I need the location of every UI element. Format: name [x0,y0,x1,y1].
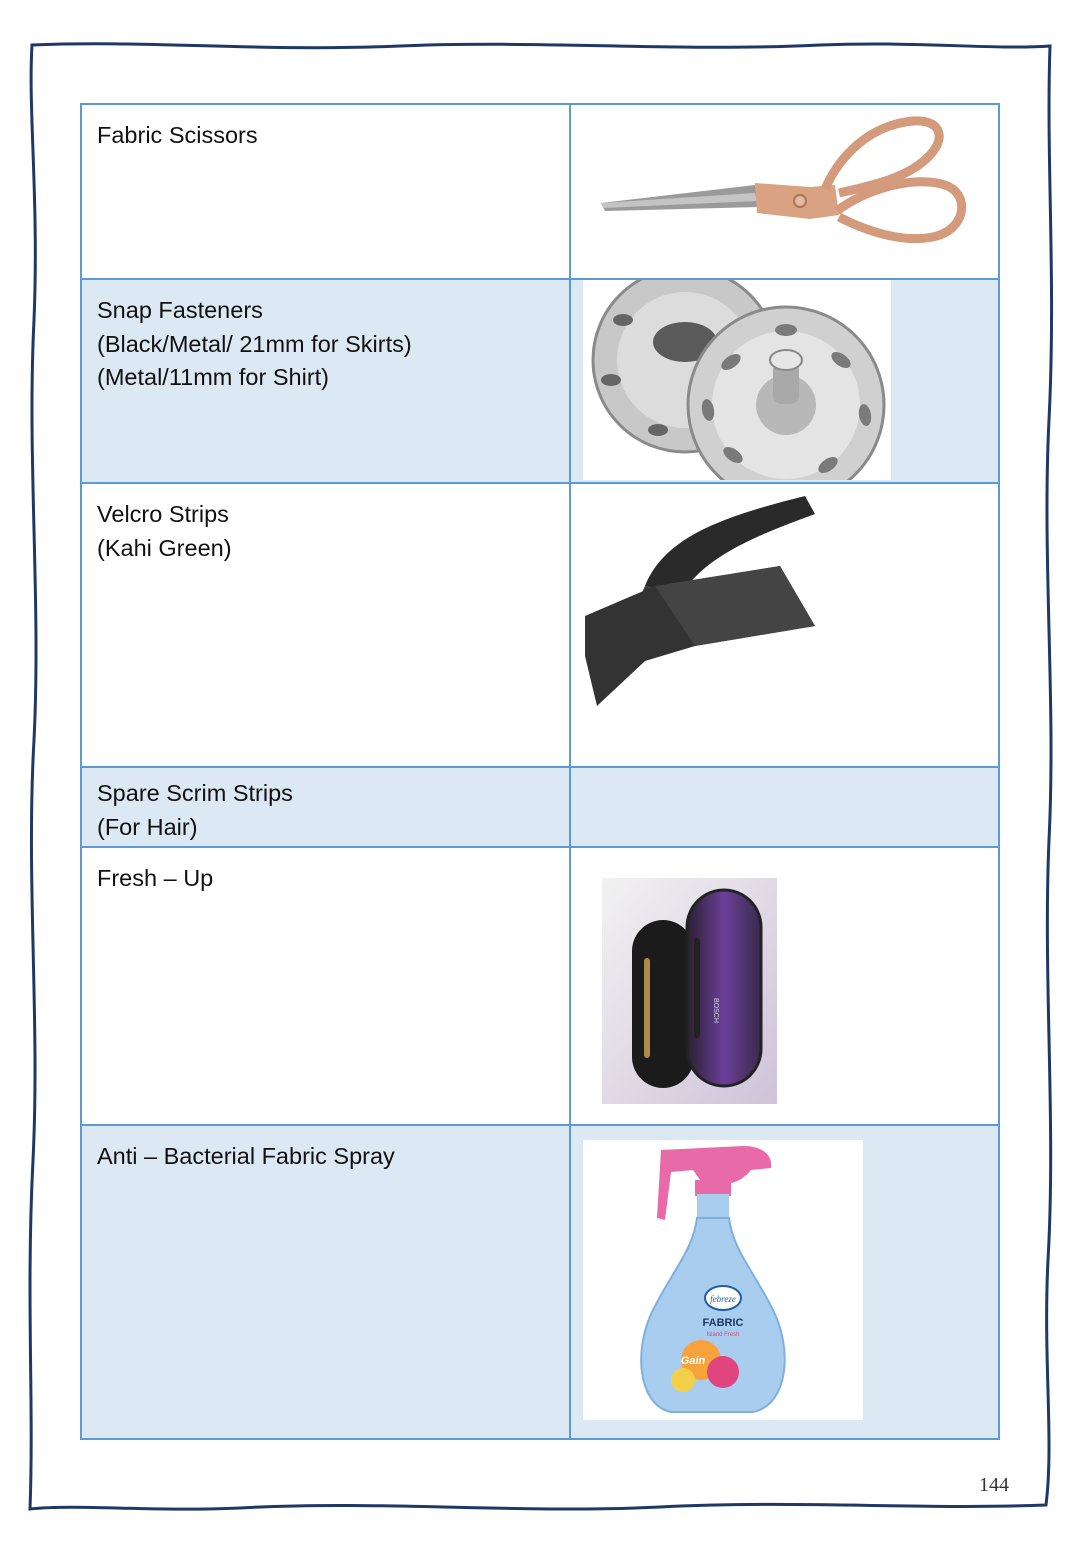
item-detail: (For Hair) [97,813,198,840]
scissors-icon [595,115,975,245]
item-image-cell [570,483,999,767]
page-number: 144 [979,1474,1009,1496]
item-image-cell [570,767,999,847]
item-image-cell [570,1125,999,1439]
item-label-cell [81,1125,570,1439]
table-row [81,847,999,1125]
item-name: Snap Fasteners [97,297,263,323]
supplies-table [80,103,1000,1440]
item-label-cell [81,104,570,279]
item-name: Anti – Bacterial Fabric Spray [97,1143,395,1169]
velcro-strip-icon [585,496,815,711]
item-label-cell [81,279,570,483]
fabric-spray-bottle-icon [583,1140,863,1420]
fresh-up-device-icon [602,878,777,1104]
item-detail: (Black/Metal/ 21mm for Skirts) [97,330,412,357]
table-row [81,279,999,483]
item-detail: (Kahi Green) [97,534,232,561]
spray-cobrand: Gain [680,1355,706,1367]
table-row [81,483,999,767]
item-image-cell [570,847,999,1125]
item-detail: (Metal/11mm for Shirt) [97,364,329,390]
item-name: Fresh – Up [97,865,214,891]
item-name: Spare Scrim Strips [97,780,293,806]
item-label-cell [81,847,570,1125]
snap-fastener-icon [583,280,891,480]
device-brand: BOSCH [712,998,719,1023]
table-row [81,104,999,279]
item-name: Velcro Strips [97,501,229,527]
spray-product: FABRIC [702,1317,744,1329]
item-name: Fabric Scissors [97,122,258,148]
table-row [81,1125,999,1439]
item-label-cell [81,767,570,847]
spray-brand: febreze [710,1294,736,1304]
item-label-cell [81,483,570,767]
table-row [81,767,999,847]
item-image-cell [570,104,999,279]
item-image-cell [570,279,999,483]
spray-scent: Island Fresh [706,1332,740,1338]
